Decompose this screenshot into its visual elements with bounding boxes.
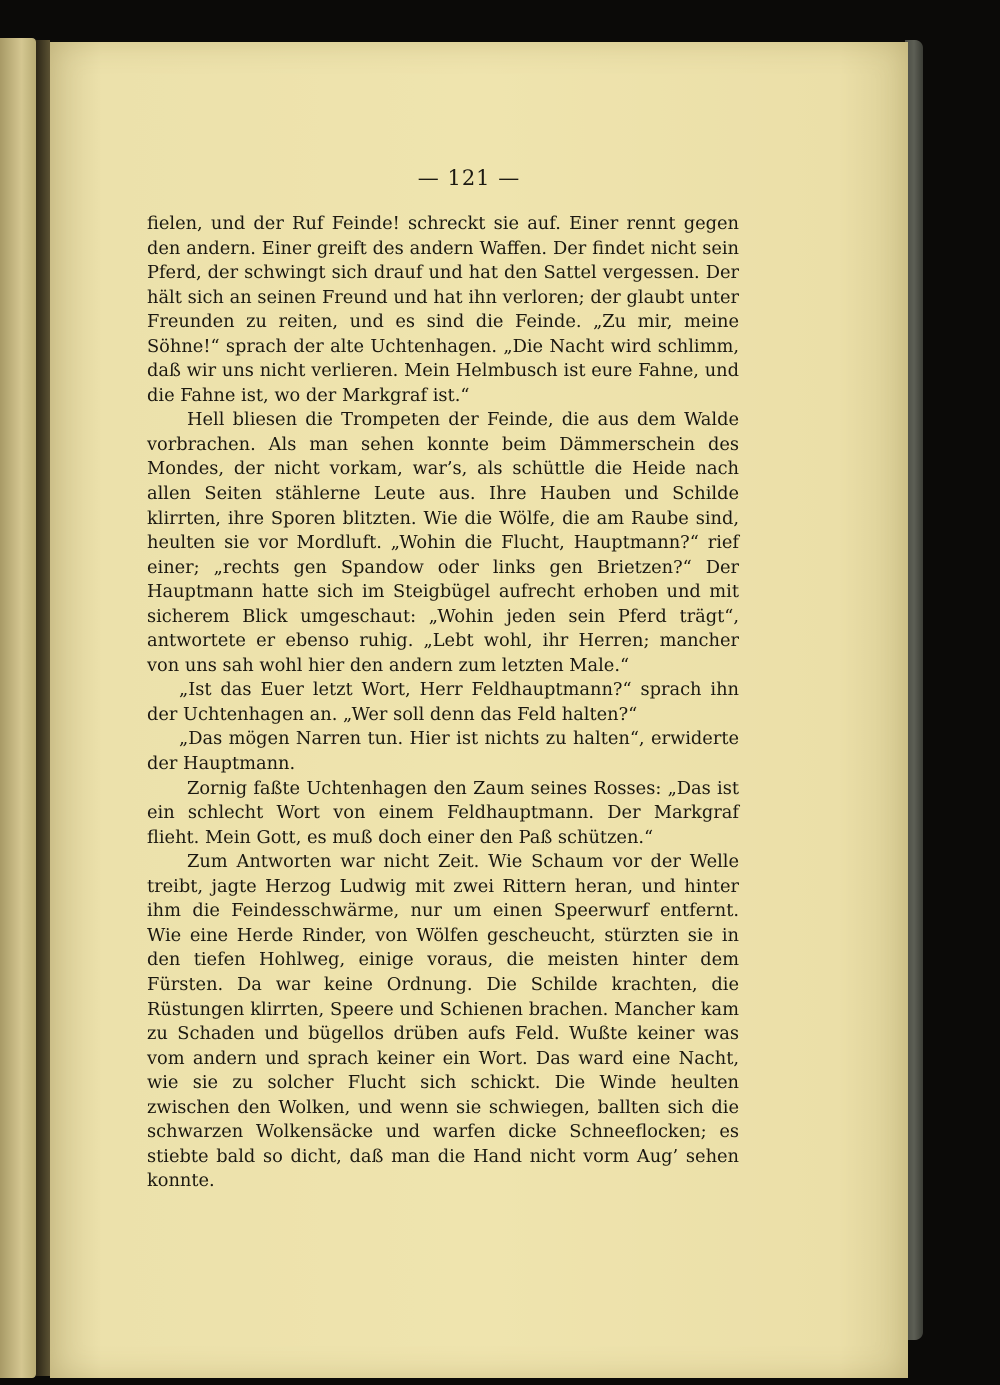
gutter-shadow xyxy=(36,40,50,1376)
facing-page-edge xyxy=(0,38,36,1378)
paragraph-5: Zornig faßte Uchtenhagen den Zaum seines Rosses: „Das ist ein schlecht Wort von einem Feldhauptmann. Der Markgraf flieht. Mein Gott, es muß doch einer den Paß schützen.“ xyxy=(147,777,739,848)
body-text xyxy=(147,212,739,1194)
book-page xyxy=(50,42,908,1378)
paragraph-6: Zum Antworten war nicht Zeit. Wie Schaum vor der Welle treibt, jagte Herzog Ludwig mit zwei Rittern heran, und hinter ihm die Feindesschwärme, nur um einen Speerwurf entfernt. Wie eine Herde Rinder, von Wölfen gescheucht, stürzten sie in den tiefen Hohlweg, einige voraus, die meisten hinter dem Fürsten. Da war keine Ordnung. Die Schilde krachten, die Rüstungen klirrten, Speere und Schienen brachen. Mancher kam zu Schaden und bügellos drüben aufs Feld. Wußte keiner was vom andern und sprach keiner ein Wort. Das ward eine Nacht, wie sie zu solcher Flucht sich schickt. Die Winde heulten zwischen den Wolken, und wenn sie schwiegen, ballten sich die schwarzen Wolkensäcke und warfen dicke Schneeflocken; es stiebte bald so dicht, daß man die Hand nicht vorm Aug’ sehen konnte. xyxy=(147,851,739,1192)
paragraph-3: „Ist das Euer letzt Wort, Herr Feldhauptmann?“ sprach ihn der Uchtenhagen an. „Wer soll denn das Feld halten?“ xyxy=(147,679,739,725)
paragraph-1: fielen, und der Ruf Feinde! schreckt sie auf. Einer rennt gegen den andern. Einer greift des andern Waffen. Der findet nicht sein Pferd, der schwingt sich drauf und hat den Sattel vergessen. Der hält sich an seinen Freund und hat ihn verloren; der glaubt unter Freunden zu reiten, und es sind die Feinde. „Zu mir, meine Söhne!“ sprach der alte Uchtenhagen. „Die Nacht wird schlimm, daß wir uns nicht verlieren. Mein Helmbusch ist eure Fahne, und die Fahne ist, wo der Markgraf ist.“ xyxy=(147,213,739,406)
paragraph-4: „Das mögen Narren tun. Hier ist nichts zu halten“, erwiderte der Hauptmann. xyxy=(147,728,739,775)
paragraph-2: Hell bliesen die Trompeten der Feinde, die aus dem Walde vorbrachen. Als man sehen konnte beim Dämmerschein des Mondes, der nicht vorkam, war’s, als schüttle die Heide nach allen Seiten stählerne Leute aus. Ihre Hauben und Schilde klirrten, ihre Sporen blitzten. Wie die Wölfe, die am Raube sind, heulten sie vor Mordluft. „Wohin die Flucht, Hauptmann?“ rief einer; „rechts gen Spandow oder links gen Brietzen?“ Der Hauptmann hatte sich im Steigbügel aufrecht erhoben und mit sicherem Blick umgeschaut: „Wohin jeden sein Pferd trägt“, antwortete er ebenso ruhig. „Lebt wohl, ihr Herren; mancher von uns sah wohl hier den andern zum letzten Male.“ xyxy=(147,409,739,676)
page-number: — 121 — xyxy=(417,166,521,190)
